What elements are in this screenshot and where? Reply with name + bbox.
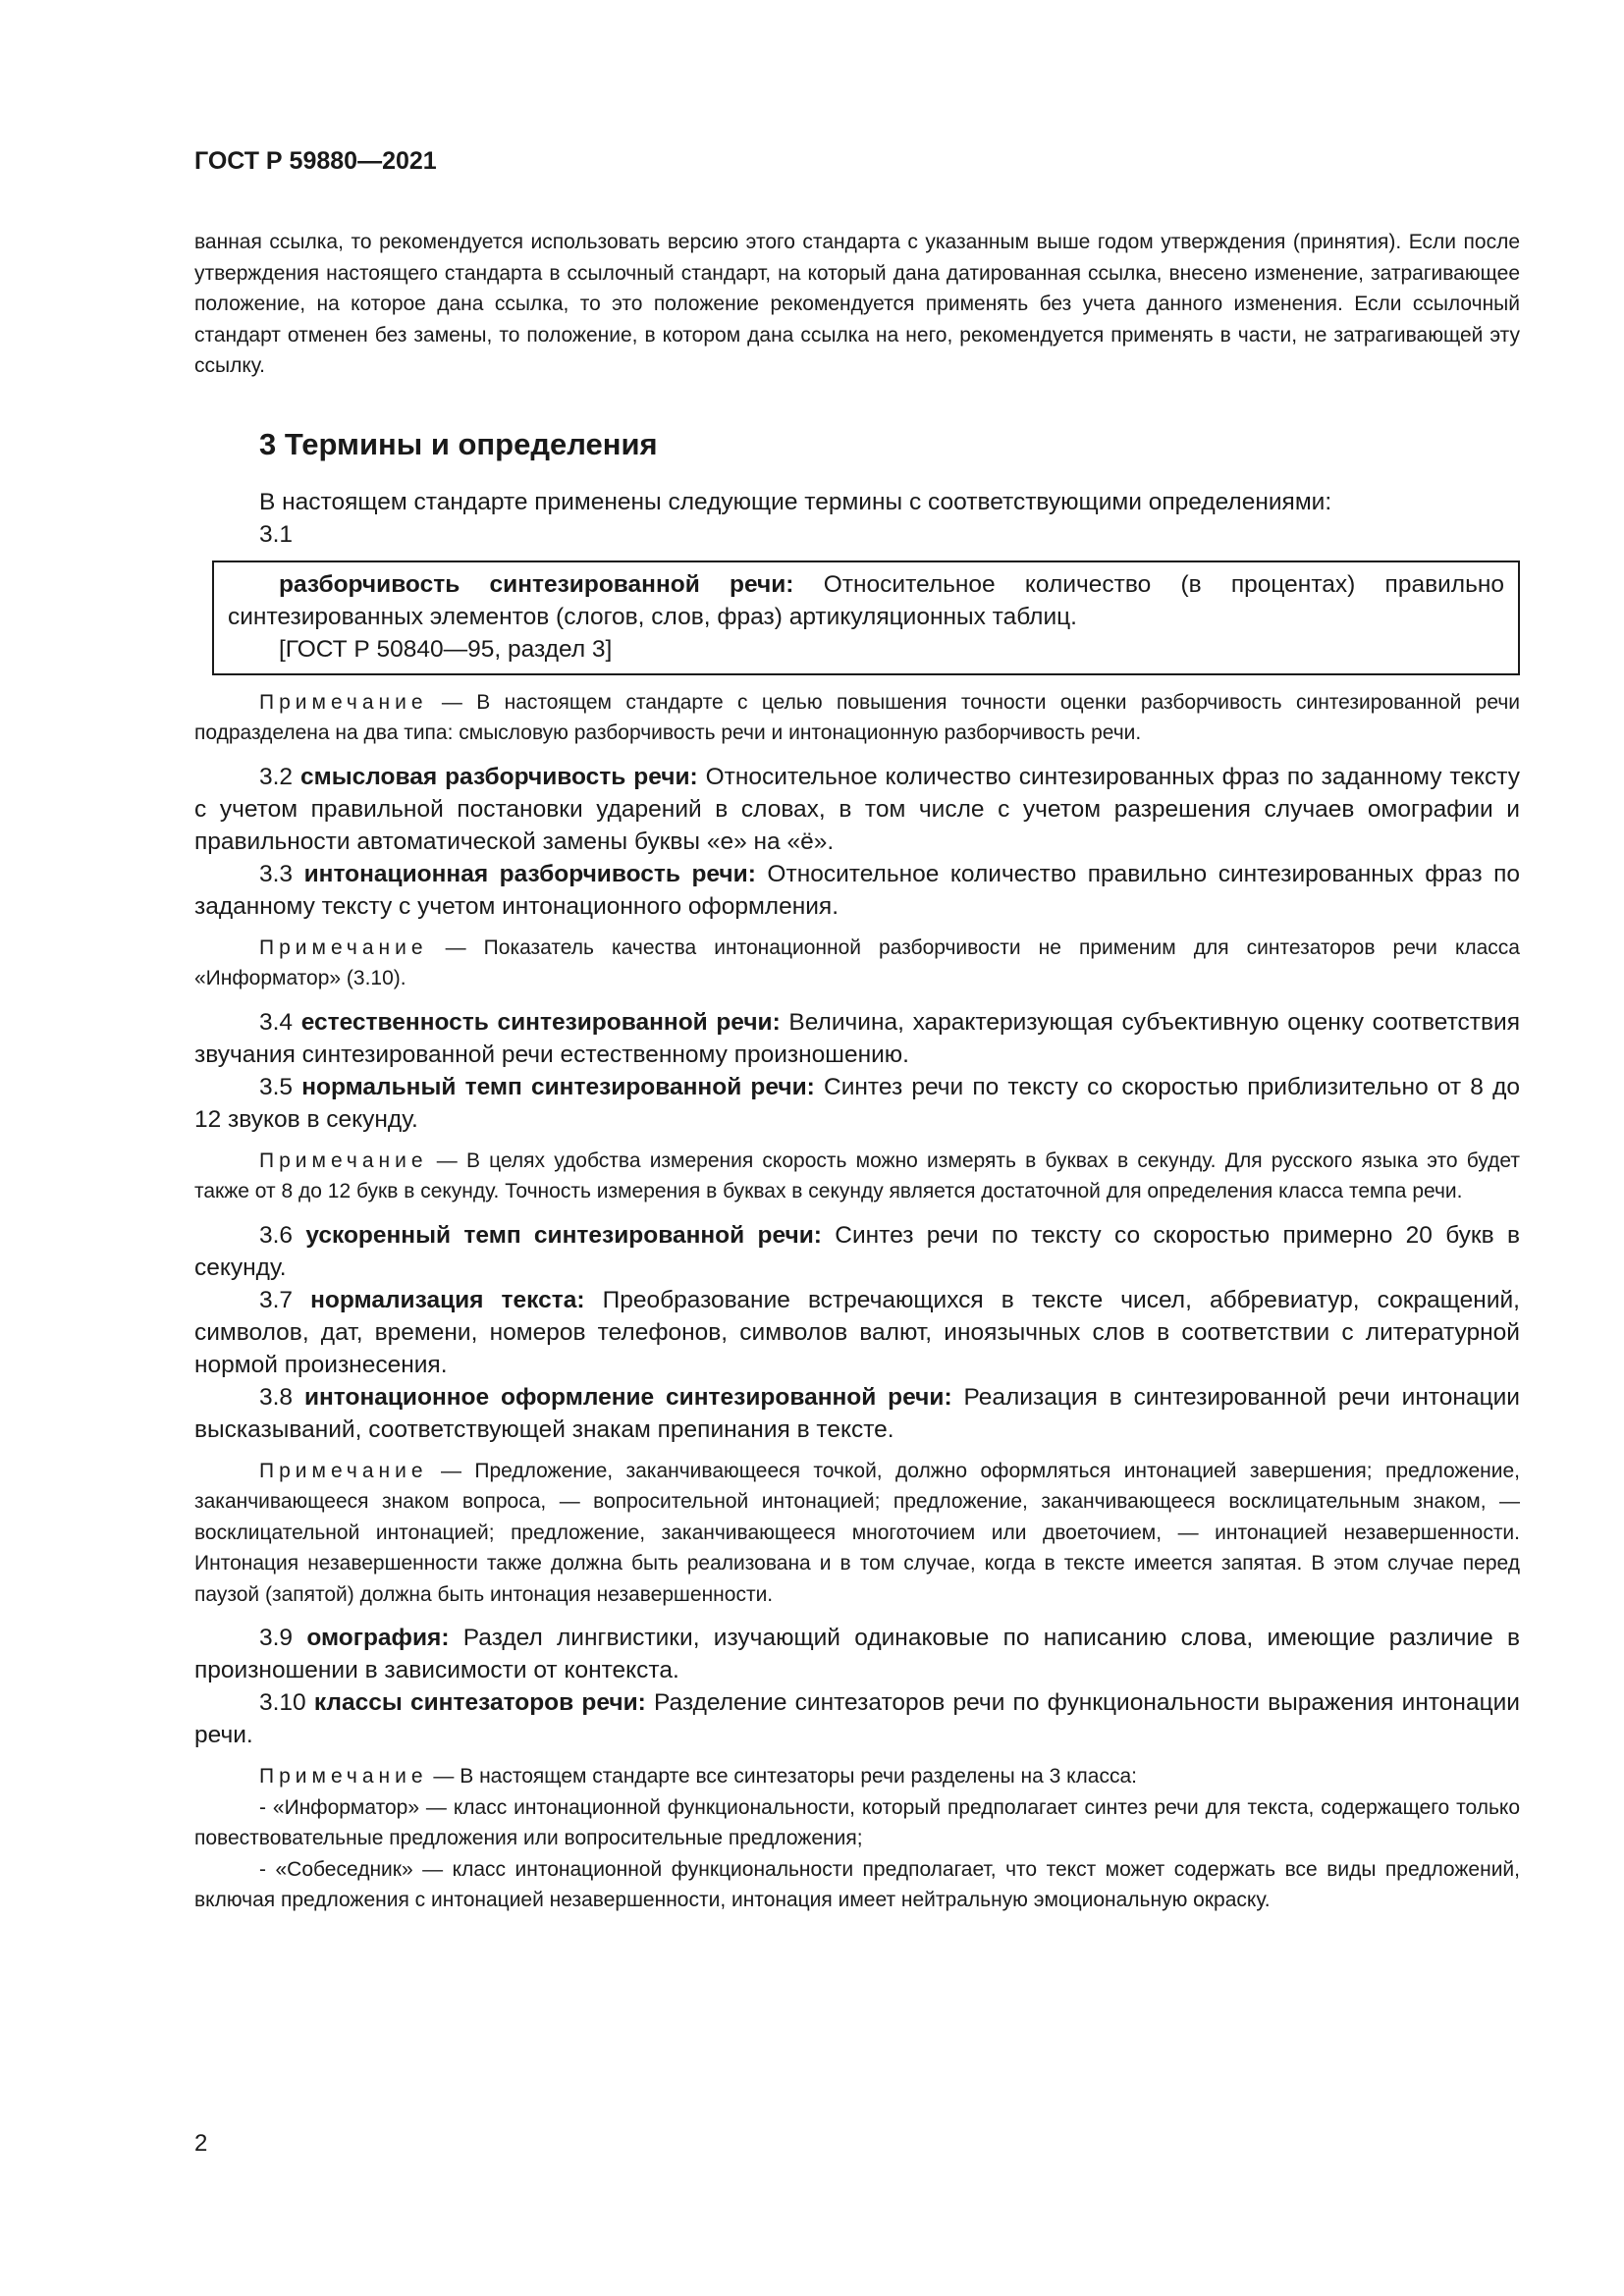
note-label: Примечание: [259, 935, 428, 959]
term-definition: Синтез речи по тексту со скоростью приблизительно от 8 до 12 звуков в секунду.: [194, 1073, 1521, 1133]
term-name: нормальный темп синтезированной речи:: [301, 1073, 815, 1100]
term-name: смысловая разборчивость речи:: [299, 763, 698, 790]
term-number: 3.7: [259, 1286, 311, 1313]
document-page: [194, 147, 1520, 1916]
term-name: интонационное оформление синтезированной речи:: [303, 1383, 952, 1411]
term-name: омография:: [306, 1625, 450, 1651]
term-name: классы синтезаторов речи:: [313, 1689, 646, 1716]
term-3-1-source: [ГОСТ Р 50840—95, раздел 3]: [279, 635, 613, 663]
term-number: 3.5: [259, 1073, 302, 1100]
term-name: ускоренный темп синтезированной речи:: [305, 1221, 822, 1249]
section-intro: В настоящем стандарте применены следующие термины с соответствующими определениями:: [259, 488, 1332, 515]
term-3-1-number: 3.1: [259, 520, 294, 548]
note-3-text: — В целях удобства измерения скорость можно измерять в буквах в секунду. Для русского языка это будет также от 8 до 12 букв в секунду. Точность измерения в буквах в секунду является достаточной для определения класса темпа речи.: [194, 1148, 1520, 1202]
term-3-1-paragraph: [228, 568, 1504, 633]
term-3-3: [194, 858, 1520, 923]
note-5-text: — В настоящем стандарте все синтезаторы речи разделены на 3 класса:: [427, 1765, 1138, 1788]
term-name: нормализация текста:: [310, 1286, 585, 1313]
term-definition: Синтез речи по тексту со скоростью примерно 20 букв в секунду.: [194, 1221, 1520, 1281]
note-3: [194, 1146, 1520, 1207]
term-3-2: [194, 761, 1520, 858]
intro-paragraph: ванная ссылка, то рекомендуется использовать версию этого стандарта с указанным выше годом утверждения (принятия). Если после утверждения настоящего стандарта в ссылочный стандарт, на который дана датированная ссылка, внесено изменение, затрагивающее положение, на которое дана ссылка, то это положение рекомендуется применять без учета данного изменения. Если ссылочный стандарт отменен без замены, то положение, в котором дана ссылка на него, рекомендуется применять в части, не затрагивающей эту ссылку.: [194, 231, 1520, 377]
term-3-10: [194, 1686, 1520, 1751]
term-number: 3.2: [259, 763, 300, 790]
document-header: ГОСТ Р 59880—2021: [194, 147, 437, 175]
note-label: Примечание: [259, 1148, 428, 1172]
term-definition: Раздел лингвистики, изучающий одинаковые по написанию слова, имеющие различие в произношении в зависимости от контекста.: [194, 1625, 1520, 1683]
note-label: Примечание: [259, 690, 428, 714]
page-number: 2: [194, 2130, 208, 2157]
term-3-4: [194, 1006, 1520, 1071]
term-3-1-definition: Относительное количество (в процентах) правильно синтезированных элементов (слогов, слов, фраз) артикуляционных таблиц.: [228, 570, 1504, 630]
note-4: [194, 1456, 1520, 1611]
term-number: 3.9: [259, 1625, 307, 1651]
term-3-9: [194, 1622, 1520, 1686]
section-title: 3 Термины и определения: [259, 426, 658, 461]
term-name: интонационная разборчивость речи:: [303, 860, 756, 887]
term-definition: Величина, характеризующая субъективную оценку соответствия звучания синтезированной речи естественному произношению.: [194, 1008, 1520, 1068]
note-5-item-2: - «Собеседник» — класс интонационной функциональности предполагает, что текст может содержать все виды предложений, включая предложения с интонацией незавершенности, интонация имеет нейтральную эмоциональную окраску.: [194, 1857, 1520, 1911]
term-definition: Разделение синтезаторов речи по функциональности выражения интонации речи.: [194, 1689, 1520, 1748]
term-number: 3.4: [259, 1008, 301, 1036]
note-1: [194, 687, 1520, 749]
term-3-5: [194, 1071, 1520, 1136]
term-name: естественность синтезированной речи:: [300, 1008, 781, 1036]
term-3-8: [194, 1381, 1520, 1446]
term-3-7: [194, 1284, 1520, 1381]
term-3-6: [194, 1219, 1520, 1284]
term-definition: Реализация в синтезированной речи интонации высказываний, соответствующей знакам препинания в тексте.: [194, 1383, 1520, 1443]
note-4-text: — Предложение, заканчивающееся точкой, должно оформляться интонацией завершения; предложение, заканчивающееся знаком вопроса, — вопросительной интонацией; предложение, заканчивающееся восклицательным знаком, — восклицательной интонацией; предложение, заканчивающееся многоточием или двоеточием, — интонацией незавершенности. Интонация незавершенности также должна быть реализована и в том случае, когда в тексте имеется запятая. В этом случае перед паузой (запятой) должна быть интонация незавершенности.: [194, 1459, 1520, 1606]
note-label: Примечание: [259, 1459, 428, 1482]
term-number: 3.8: [259, 1383, 304, 1411]
note-1-text: — В настоящем стандарте с целью повышения точности оценки разборчивость синтезированной речи подразделена на два типа: смысловую разборчивость речи и интонационную разборчивость речи.: [194, 690, 1520, 744]
term-number: 3.10: [259, 1689, 314, 1716]
term-definition: Относительное количество синтезированных фраз по заданному тексту с учетом правильной постановки ударений в словах, в том числе с учетом разрешения случаев омографии и правильности автоматической замены буквы «е» на «ё».: [194, 763, 1520, 855]
note-5: [194, 1761, 1520, 1792]
term-definition: Относительное количество правильно синтезированных фраз по заданному тексту с учетом интонационного оформления.: [194, 860, 1520, 920]
note-label: Примечание: [259, 1765, 428, 1788]
note-5-item-1: - «Информатор» — класс интонационной функциональности, который предполагает синтез речи для текста, содержащего только повествовательные предложения или вопросительные предложения;: [194, 1795, 1520, 1849]
note-2: [194, 933, 1520, 994]
term-definition: Преобразование встречающихся в тексте чисел, аббревиатур, сокращений, символов, дат, времени, номеров телефонов, символов валют, иноязычных слов в соответствии с литературной нормой произнесения.: [194, 1286, 1520, 1378]
term-number: 3.3: [259, 860, 304, 887]
term-3-1-box: [212, 561, 1520, 675]
term-number: 3.6: [259, 1221, 306, 1249]
term-3-1-term: разборчивость синтезированной речи:: [279, 570, 794, 598]
note-2-text: — Показатель качества интонационной разборчивости не применим для синтезаторов речи класса «Информатор» (3.10).: [194, 935, 1520, 989]
